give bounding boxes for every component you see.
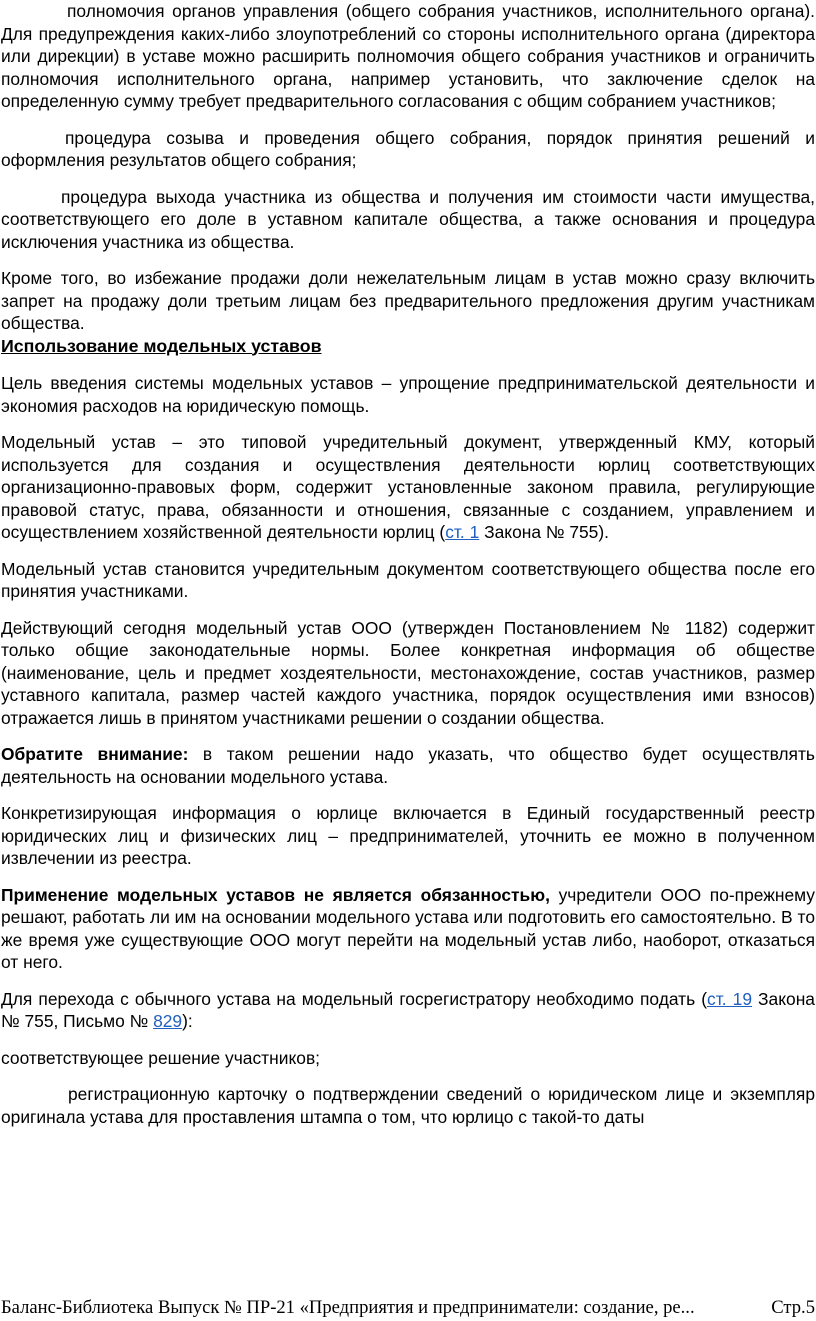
footer-page-number: Стр.5 — [771, 1297, 815, 1318]
document-body — [1, 0, 815, 1128]
paragraph-transition — [1, 988, 815, 1033]
article-1-link[interactable]: ст. 1 — [445, 522, 480, 542]
paragraph-share-sale-ban: Кроме того, во избежание продажи доли нежелательным лицам в устав можно сразу включить запрет на продажу доли третьим лицам без предварительного предложения другим участникам общества. — [1, 268, 815, 333]
not-obligatory-text: учредители ООО по-прежнему решают, работать ли им на основании модельного устава или подготовить его самостоятельно. В то же время уже существующие ООО могут перейти на модельный устав либо, наоборот, отказаться от него. — [1, 884, 815, 972]
article-19-link[interactable]: ст. 19 — [707, 988, 752, 1009]
not-obligatory-label: Применение модельных уставов не является обязанностью, — [1, 884, 550, 905]
paragraph-not-obligatory — [1, 884, 815, 974]
paragraph-meeting-procedure: процедура созыва и проведения общего собрания, порядок принятия решений и оформления результатов общего собрания; — [1, 127, 815, 170]
paragraph-participant-exit: процедура выхода участника из общества и получения им стоимости части имущества, соответствующего его доле в уставном капитале общества, а также основания и процедура исключения участника из общества. — [1, 186, 815, 252]
section-heading: Использование модельных уставов — [1, 335, 322, 356]
transition-text-c: ): — [182, 1011, 193, 1031]
paragraph-model-charter-definition — [1, 431, 815, 544]
transition-text-a: Для перехода с обычного устава на модельный госрегистратору необходимо подать ( — [1, 988, 708, 1009]
paragraph-governance-powers: полномочия органов управления (общего собрания участников, исполнительного органа). Для предупреждения каких-либо злоупотреблений со стороны исполнительного органа (директора или дирекции) в уставе можно расширить полномочия общего собрания участников и ограничить полномочия исполнительного органа, например установить, что заключение сделок на определенную сумму требует предварительного согласования с общим собранием участников; — [1, 1, 815, 111]
attention-text: в таком решении надо указать, что общество будет осуществлять деятельность на основании модельного устава. — [1, 744, 815, 787]
paragraph-state-register: Конкретизирующая информация о юрлице включается в Единый государственный реестр юридических лиц и физических лиц – предпринимателей, уточнить ее можно в полученном извлечении из реестра. — [1, 803, 815, 868]
paragraph-model-charter-goal: Цель введения системы модельных уставов – упрощение предпринимательской деятельности и экономия расходов на юридическую помощь. — [1, 373, 815, 416]
definition-tail: Закона № 755). — [479, 522, 609, 542]
page-footer — [1, 1297, 815, 1319]
paragraph-charter-adoption: Модельный устав становится учредительным документом соответствующего общества после его принятия участниками. — [1, 558, 815, 601]
paragraph-participants-decision: соответствующее решение участников; — [1, 1047, 321, 1068]
letter-829-link[interactable]: 829 — [153, 1011, 183, 1031]
paragraph-attention — [1, 743, 815, 788]
attention-label: Обратите внимание: — [1, 744, 189, 764]
transition-text-b: Закона № 755, Письмо № — [1, 988, 815, 1031]
paragraph-registration-card: регистрационную карточку о подтверждении сведений о юридическом лице и экземпляр оригинала устава для проставления штампа о том, что юрлицо с такой-то даты — [1, 1084, 815, 1127]
footer-source: Баланс-Библиотека Выпуск № ПР-21 «Предприятия и предприниматели: создание, ре... — [1, 1297, 695, 1318]
definition-text: Модельный устав – это типовой учредительный документ, утвержденный КМУ, который используется для создания и осуществления деятельности юрлиц соответствующих организационно-правовых форм, содержит установленные законом правила, регулирующие правовой статус, права, обязанности и отношения, связанные с созданием, управлением и осуществлением хозяйственной деятельности юрлиц ( — [1, 432, 815, 542]
paragraph-current-charter: Действующий сегодня модельный устав ООО (утвержден Постановлением № 1182) содержит только общие законодательные нормы. Более конкретная информация об обществе (наименование, цель и предмет хоздеятельности, местонахождение, состав участников, размер уставного капитала, размер частей каждого участника, порядок осуществления ими взносов) отражается лишь в принятом участниками решении о создании общества. — [1, 617, 815, 728]
